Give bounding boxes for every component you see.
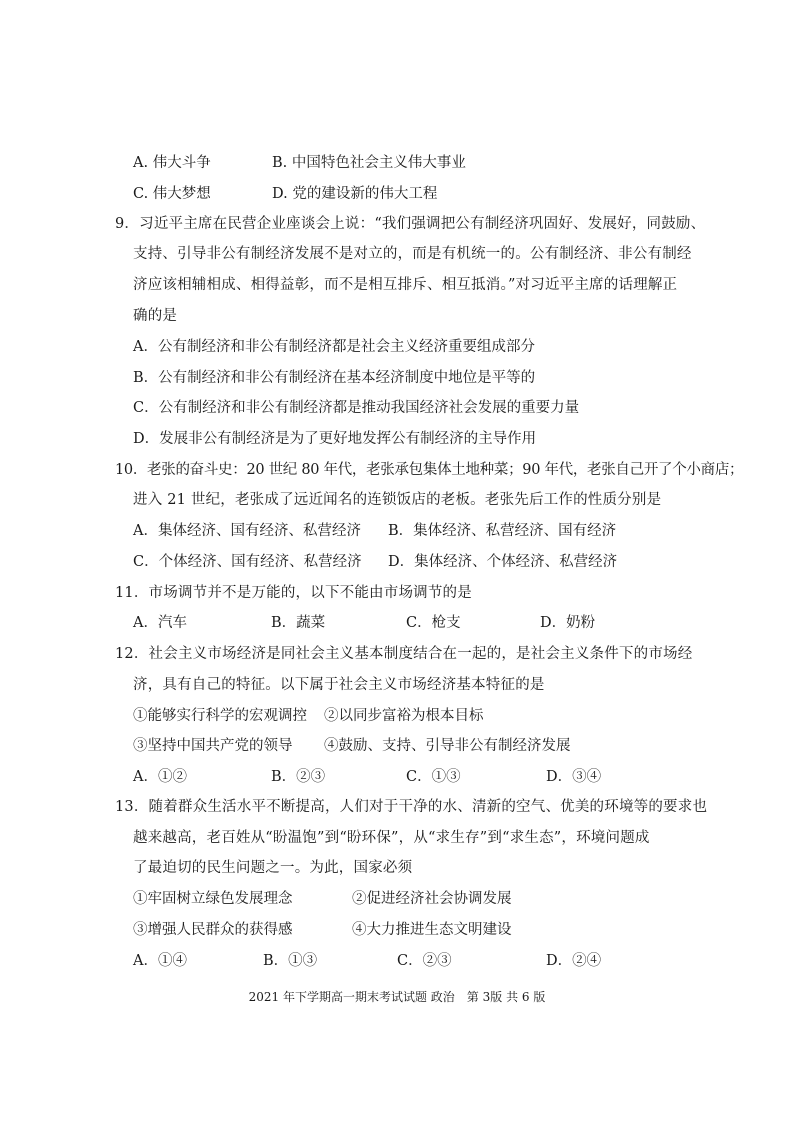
- q13-stem-line: 了最迫切的民生问题之一。为此，国家必须: [133, 860, 413, 876]
- q13-stem-line: 越来越高，老百姓从“盼温饱”到“盼环保”，从“求生存”到“求生态”，环境问题成: [133, 830, 650, 846]
- q8-option-a: A. 伟大斗争: [133, 155, 211, 171]
- q10-stem-line: 进入 21 世纪，老张成了远近闻名的连锁饭店的老板。老张先后工作的性质分别是: [133, 492, 662, 508]
- q11-stem-line: 11．市场调节并不是万能的，以下不能由市场调节的是: [115, 585, 472, 601]
- q8-option-b: B. 中国特色社会主义伟大事业: [272, 155, 466, 171]
- q13-item-2: ②促进经济社会协调发展: [352, 891, 512, 907]
- q13-item-1: ①牢固树立绿色发展理念: [133, 891, 293, 907]
- q10-option-b: B．集体经济、私营经济、国有经济: [388, 523, 617, 539]
- q10-option-c: C．个体经济、国有经济、私营经济: [133, 554, 362, 570]
- q9-stem-line: 9．习近平主席在民营企业座谈会上说：“我们强调把公有制经济巩固好、发展好，同鼓励、: [115, 216, 706, 232]
- q13-item-3: ③增强人民群众的获得感: [133, 922, 293, 938]
- q11-option-d: D．奶粉: [540, 615, 596, 631]
- q10-option-a: A．集体经济、国有经济、私营经济: [133, 523, 361, 539]
- q13-stem-line: 13．随着群众生活水平不断提高，人们对于干净的水、清新的空气、优美的环境等的要求也: [115, 799, 708, 815]
- q8-option-d: D. 党的建设新的伟大工程: [272, 186, 438, 202]
- q9-option-d: D．发展非公有制经济是为了更好地发挥公有制经济的主导作用: [133, 431, 537, 447]
- q9-stem-line: 济应该相辅相成、相得益彰，而不是相互排斥、相互抵消。”对习近平主席的话理解正: [133, 277, 678, 293]
- q12-option-d: D．③④: [546, 769, 602, 785]
- q12-stem-line: 12．社会主义市场经济是同社会主义基本制度结合在一起的，是社会主义条件下的市场经: [115, 646, 693, 662]
- page-footer: 2021 年下学期高一期末考试试题 政治 第 3版 共 6 版: [248, 990, 546, 1004]
- q12-item-4: ④鼓励、支持、引导非公有制经济发展: [324, 738, 571, 754]
- q13-option-a: A．①④: [133, 953, 187, 969]
- q9-stem-line: 支持、引导非公有制经济发展不是对立的，而是有机统一的。公有制经济、非公有制经: [133, 246, 692, 262]
- q9-option-a: A．公有制经济和非公有制经济都是社会主义经济重要组成部分: [133, 339, 535, 355]
- q12-item-3: ③坚持中国共产党的领导: [133, 738, 293, 754]
- q13-option-c: C．②③: [397, 953, 452, 969]
- q11-option-c: C．枪支: [406, 615, 461, 631]
- q11-option-b: B．蔬菜: [271, 615, 326, 631]
- q13-option-d: D．②④: [546, 953, 602, 969]
- q12-stem-line: 济，具有自己的特征。以下属于社会主义市场经济基本特征的是: [133, 677, 545, 693]
- q9-stem-line: 确的是: [133, 308, 178, 324]
- q12-item-1: ①能够实行科学的宏观调控: [133, 708, 307, 724]
- q10-option-d: D．集体经济、个体经济、私营经济: [388, 554, 618, 570]
- q12-option-c: C．①③: [406, 769, 461, 785]
- q9-option-b: B．公有制经济和非公有制经济在基本经济制度中地位是平等的: [133, 370, 536, 386]
- q13-item-4: ④大力推进生态文明建设: [352, 922, 512, 938]
- q12-option-a: A．①②: [133, 769, 187, 785]
- q12-option-b: B．②③: [271, 769, 326, 785]
- q11-option-a: A．汽车: [133, 615, 187, 631]
- q9-option-c: C．公有制经济和非公有制经济都是推动我国经济社会发展的重要力量: [133, 400, 580, 416]
- q12-item-2: ②以同步富裕为根本目标: [324, 708, 484, 724]
- q8-option-c: C. 伟大梦想: [133, 186, 211, 202]
- q10-stem-line: 10．老张的奋斗史：20 世纪 80 年代，老张承包集体土地种菜；90 年代，老张自己开了个小商店；: [115, 462, 744, 478]
- q13-option-b: B．①③: [263, 953, 318, 969]
